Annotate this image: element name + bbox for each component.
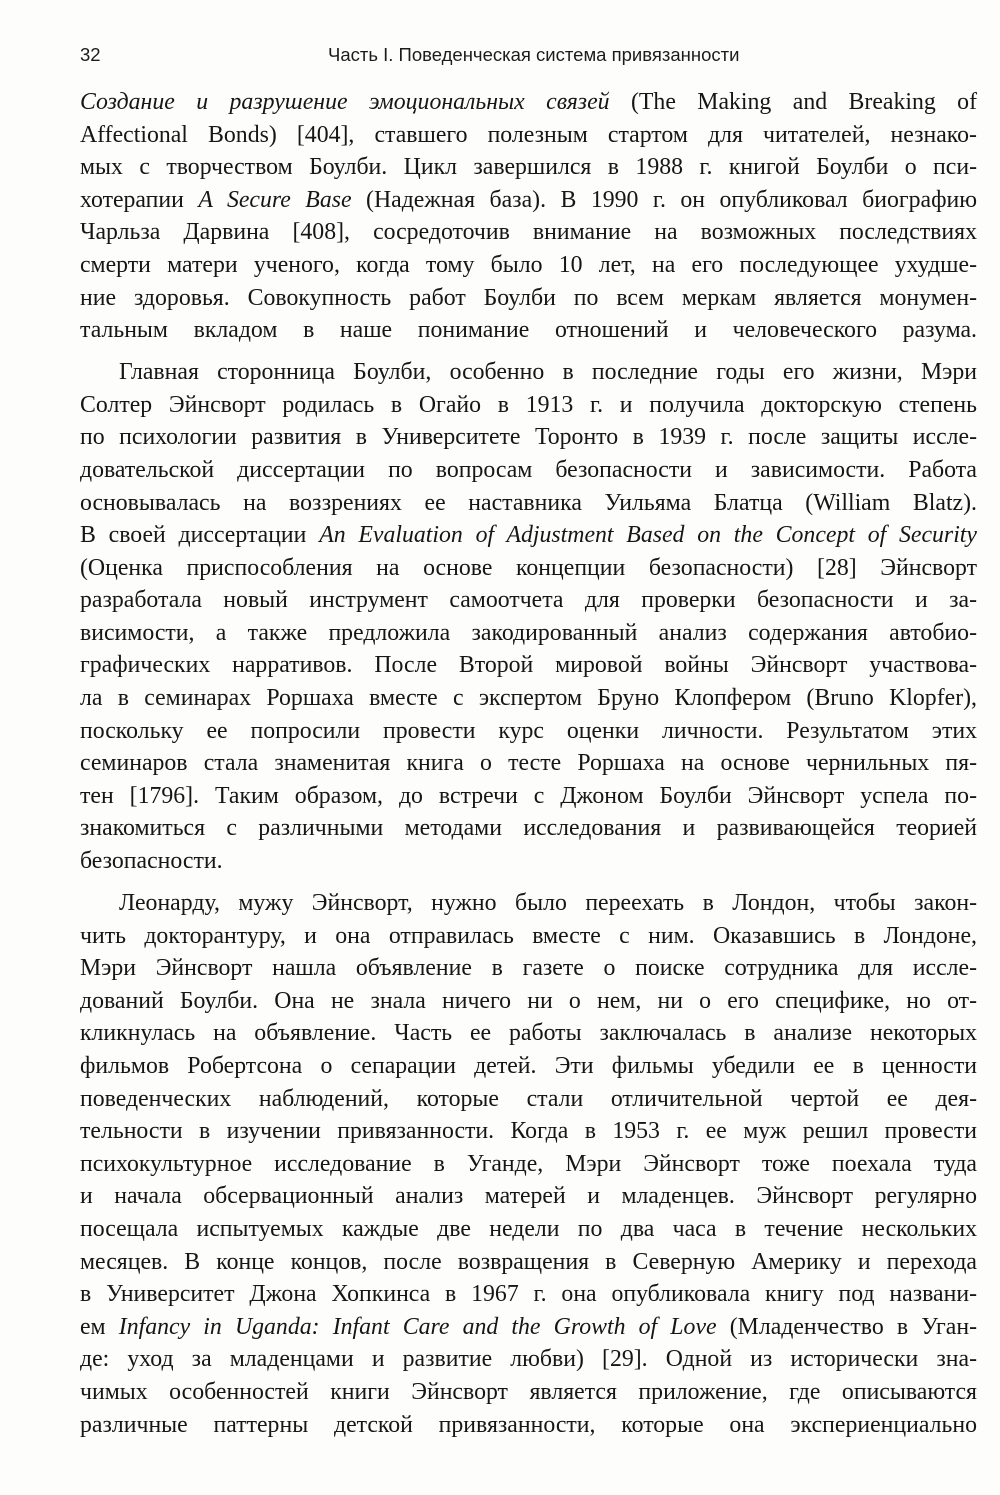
text-line xyxy=(80,389,977,422)
text-segment: Солтер Эйнсворт родилась в Огайо в 1913 г. и получила докторскую степень xyxy=(80,391,977,418)
text-segment: (Младенчество в Уган- xyxy=(716,1313,977,1340)
italic-title: Создание и разрушение эмоциональных связей xyxy=(80,89,610,115)
text-line xyxy=(80,1213,977,1246)
text-line xyxy=(80,1246,977,1279)
text-segment: психокультурное исследование в Уганде, Мэри Эйнсворт тоже поехала туда xyxy=(80,1150,977,1177)
text-segment: тельности в изучении привязанности. Когда в 1953 г. ее муж решил провести xyxy=(80,1118,977,1145)
text-line xyxy=(80,216,977,249)
text-line xyxy=(80,1148,977,1181)
text-segment: Главная сторонница Боулби, особенно в последние годы его жизни, Мэри xyxy=(119,359,977,386)
text-segment: (Оценка приспособления на основе концепции безопасности) [28] Эйнсворт xyxy=(80,554,977,581)
text-segment: чить докторантуру, и она отправилась вместе с ним. Оказавшись в Лондоне, xyxy=(80,922,977,949)
text-segment: знакомиться с различными методами исследования и развивающейся теорией xyxy=(80,815,977,842)
text-segment: ем xyxy=(80,1313,119,1340)
paragraph xyxy=(80,887,977,1441)
text-line xyxy=(80,584,977,617)
text-segment: В своей диссертации xyxy=(80,522,320,549)
text-line xyxy=(80,1278,977,1311)
text-line xyxy=(80,314,977,347)
text-line xyxy=(80,421,977,454)
text-segment: мых с творчеством Боулби. Цикл завершился в 1988 г. книгой Боулби о пси- xyxy=(80,154,977,181)
text-segment: Affectional Bonds) [404], ставшего полезным стартом для читателей, незнако- xyxy=(80,121,977,148)
text-line xyxy=(80,845,977,878)
text-segment: поскольку ее попросили провести курс оценки личности. Результатом этих xyxy=(80,717,977,744)
text-line xyxy=(80,151,977,184)
text-line xyxy=(80,487,977,520)
text-line xyxy=(80,1083,977,1116)
text-segment: кликнулась на объявление. Часть ее работы заключалась в анализе некоторых xyxy=(80,1020,977,1047)
text-segment: разработала новый инструмент самоотчета для проверки безопасности и за- xyxy=(80,587,977,614)
text-line xyxy=(80,86,977,119)
text-line xyxy=(80,780,977,813)
text-segment: чимых особенностей книги Эйнсворт является приложение, где описываются xyxy=(80,1378,977,1405)
text-line xyxy=(80,715,977,748)
text-line xyxy=(80,184,977,217)
text-segment: (The Making and Breaking of xyxy=(609,89,978,115)
text-line xyxy=(80,1311,977,1344)
text-segment: месяцев. В конце концов, после возвращения в Северную Америку и перехода xyxy=(80,1248,977,1275)
text-segment: довательской диссертации по вопросам безопасности и зависимости. Работа xyxy=(80,456,977,483)
running-head: Часть I. Поведенческая система привязанности xyxy=(328,44,740,65)
text-segment: посещала испытуемых каждые две недели по два часа в течение нескольких xyxy=(80,1215,977,1242)
text-segment: (Надежная база). В 1990 г. он опубликовал биографию xyxy=(351,186,978,213)
text-segment: по психологии развития в Университете Торонто в 1939 г. после защиты иссле- xyxy=(80,424,977,451)
text-line xyxy=(80,454,977,487)
text-segment: Чарльза Дарвина [408], сосредоточив внимание на возможных последствиях xyxy=(80,219,977,246)
text-segment: Леонарду, мужу Эйнсворт, нужно было переехать в Лондон, чтобы закон- xyxy=(119,890,977,917)
text-line xyxy=(80,249,977,282)
text-segment: различные паттерны детской привязанности, которые она экспериенциально xyxy=(80,1411,977,1438)
italic-title: An Evaluation of Adjustment Based on the Concept of Security xyxy=(319,522,977,549)
text-line xyxy=(80,1180,977,1213)
text-line xyxy=(80,682,977,715)
text-line xyxy=(80,812,977,845)
text-segment: тен [1796]. Таким образом, до встречи с Джоном Боулби Эйнсворт успела по- xyxy=(80,782,977,809)
italic-title: A Secure Base xyxy=(198,186,352,213)
text-line xyxy=(80,952,977,985)
text-line xyxy=(80,282,977,315)
text-line xyxy=(80,1115,977,1148)
text-segment: ние здоровья. Совокупность работ Боулби по всем меркам является монумен- xyxy=(80,284,977,311)
text-segment: дований Боулби. Она не знала ничего ни о нем, ни о его специфике, но от- xyxy=(80,987,977,1014)
text-line xyxy=(80,920,977,953)
text-segment: в Университет Джона Хопкинса в 1967 г. она опубликовала книгу под названи- xyxy=(80,1281,977,1308)
text-segment: висимости, а также предложила закодированный анализ содержания автобио- xyxy=(80,619,977,646)
text-line xyxy=(80,887,977,920)
text-segment: де: уход за младенцами и развитие любви) [29]. Одной из исторически зна- xyxy=(80,1346,977,1373)
text-segment: и начала обсервационный анализ матерей и младенцев. Эйнсворт регулярно xyxy=(80,1183,977,1210)
text-line xyxy=(80,1050,977,1083)
paragraph xyxy=(80,356,977,878)
text-segment: тальным вкладом в наше понимание отношений и человеческого разума. xyxy=(80,317,977,344)
text-segment: безопасности. xyxy=(80,848,223,875)
text-line xyxy=(80,119,977,152)
text-segment: Мэри Эйнсворт нашла объявление в газете о поиске сотрудника для иссле- xyxy=(80,955,977,982)
text-line xyxy=(80,1409,977,1442)
text-line xyxy=(80,985,977,1018)
text-segment: фильмов Робертсона о сепарации детей. Эти фильмы убедили ее в ценности xyxy=(80,1053,977,1079)
text-line xyxy=(80,552,977,585)
text-line xyxy=(80,747,977,780)
text-line xyxy=(80,649,977,682)
italic-title: Infancy in Uganda: Infant Care and the Growth of Love xyxy=(118,1313,717,1340)
page-header xyxy=(80,44,980,74)
paragraph xyxy=(80,86,977,347)
text-line xyxy=(80,356,977,389)
text-segment: семинаров стала знаменитая книга о тесте Роршаха на основе чернильных пя- xyxy=(80,750,977,777)
page-number: 32 xyxy=(80,44,101,65)
body-text xyxy=(80,86,977,1451)
text-line xyxy=(80,1343,977,1376)
text-line xyxy=(80,519,977,552)
text-line xyxy=(80,617,977,650)
text-segment: поведенческих наблюдений, которые стали отличительной чертой ее дея- xyxy=(80,1085,977,1112)
text-segment: смерти матери ученого, когда тому было 10 лет, на его последующее ухудше- xyxy=(80,251,977,278)
text-line xyxy=(80,1017,977,1050)
text-segment: хотерапии xyxy=(80,186,199,213)
text-segment: графических нарративов. После Второй мировой войны Эйнсворт участвова- xyxy=(80,652,977,679)
text-segment: ла в семинарах Роршаха вместе с экспертом Бруно Клопфером (Bruno Klopfer), xyxy=(80,685,977,712)
text-line xyxy=(80,1376,977,1409)
text-segment: основывалась на воззрениях ее наставника Уильяма Блатца (William Blatz). xyxy=(80,489,977,516)
